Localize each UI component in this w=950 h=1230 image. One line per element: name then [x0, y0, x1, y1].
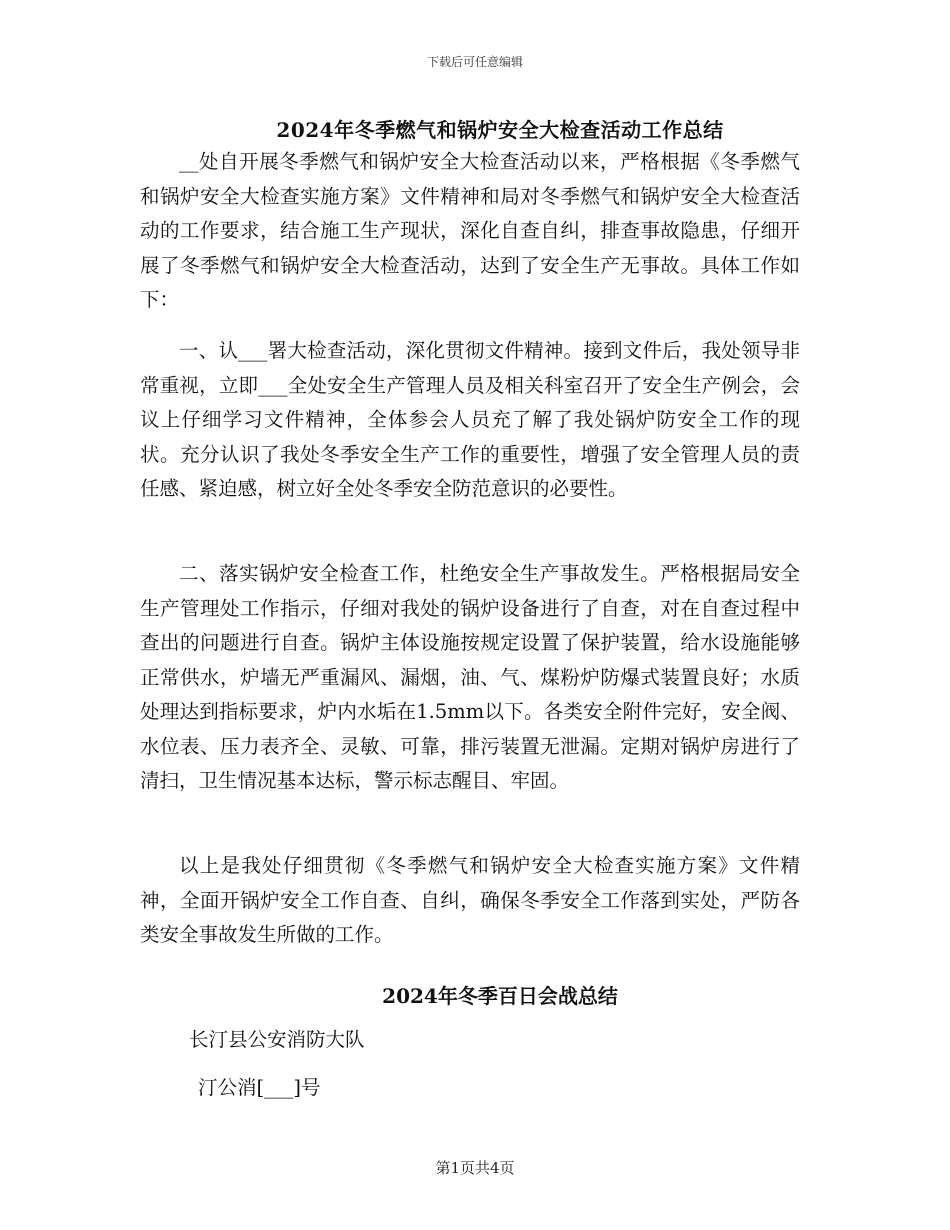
organization-name: 长汀县公安消防大队	[189, 1028, 365, 1051]
page-footer: 第1页共4页	[435, 1159, 515, 1177]
document-title: 2024年冬季燃气和锅炉安全大检查活动工作总结	[276, 118, 724, 142]
second-document-title: 2024年冬季百日会战总结	[382, 984, 618, 1008]
paragraph-conclusion: 以上是我处仔细贯彻《冬季燃气和锅炉安全大检查实施方案》文件精神，全面开锅炉安全工作自查、自纠，确保冬季安全工作落到实处，严防各类安全事故发生所做的工作。	[140, 854, 800, 946]
paragraph-section-one: 一、认___署大检查活动，深化贯彻文件精神。接到文件后，我处领导非常重视，立即___全处安全生产管理人员及相关科室召开了安全生产例会，会议上仔细学习文件精神，全体参会人员充了解了我处锅炉防安全工作的现状。充分认识了我处冬季安全生产工作的重要性，增强了安全管理人员的责任感、紧迫感，树立好全处冬季安全防范意识的必要性。	[140, 339, 800, 500]
header-note: 下载后可任意编辑	[426, 55, 523, 69]
paragraph-section-two: 二、落实锅炉安全检查工作，杜绝安全生产事故发生。严格根据局安全生产管理处工作指示，仔细对我处的锅炉设备进行了自查，对在自查过程中查出的问题进行自查。锅炉主体设施按规定设置了保护装置，给水设施能够正常供水，炉墙无严重漏风、漏烟，油、气、煤粉炉防爆式装置良好；水质处理达到指标要求，炉内水垢在1.5mm以下。各类安全附件完好，安全阀、水位表、压力表齐全、灵敏、可靠，排污装置无泄漏。定期对锅炉房进行了清扫，卫生情况基本达标，警示标志醒目、牢固。	[140, 562, 800, 792]
paragraph-intro: __处自开展冬季燃气和锅炉安全大检查活动以来，严格根据《冬季燃气和锅炉安全大检查实施方案》文件精神和局对冬季燃气和锅炉安全大检查活动的工作要求，结合施工生产现状，深化自查自纠，排查事故隐患，仔细开展了冬季燃气和锅炉安全大检查活动，达到了安全生产无事故。具体工作如下：	[140, 150, 800, 311]
document-number: 汀公消[___]号	[198, 1076, 321, 1099]
